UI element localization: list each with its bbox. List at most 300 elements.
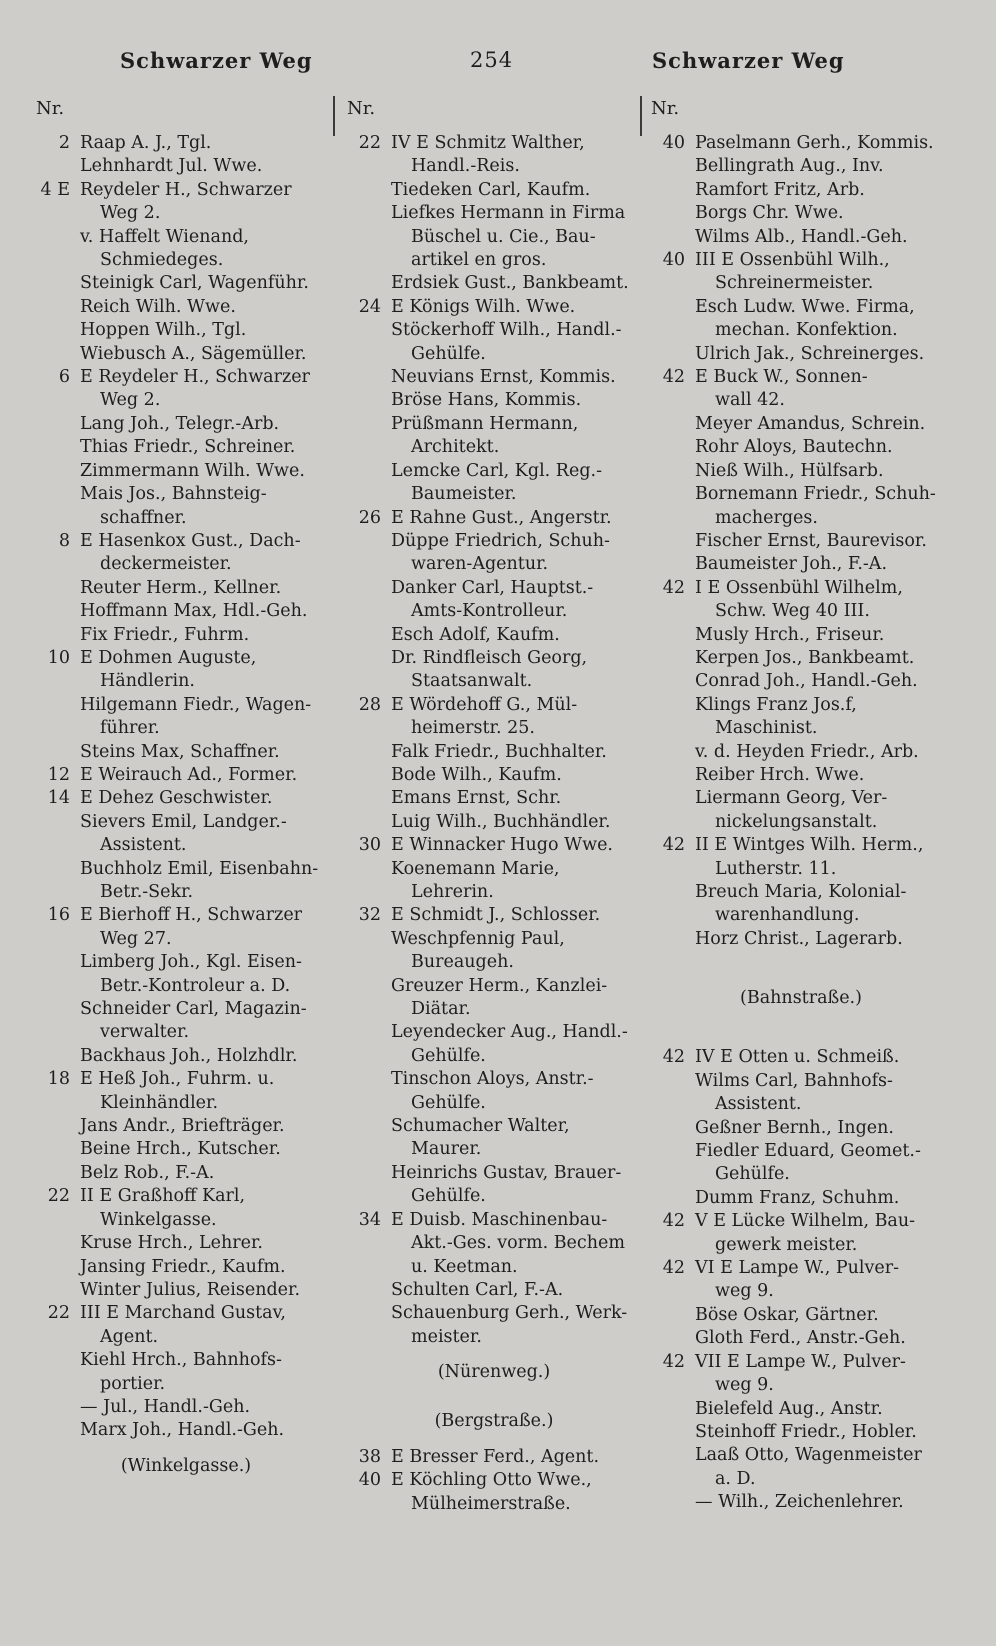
directory-entry: [347, 319, 641, 366]
directory-entry: [651, 787, 951, 834]
entry-text: Breuch Maria, Kolonial-: [695, 882, 907, 902]
entry-text: Emans Ernst, Schr.: [391, 788, 562, 809]
entry-continuation: a. D.: [715, 1468, 756, 1489]
directory-entry: [36, 998, 336, 1045]
entry-text: — Wilh., Zeichenlehrer.: [695, 1492, 904, 1513]
directory-entry: [651, 1210, 951, 1257]
directory-entry: [347, 413, 641, 460]
entry-text: — Jul., Handl.-Geh.: [80, 1396, 251, 1417]
house-number: 16: [47, 905, 70, 926]
entry-text: II E Graßhoff Karl,: [80, 1186, 246, 1207]
directory-entry: [36, 483, 336, 530]
directory-entry: [36, 296, 336, 319]
directory-entry: [651, 577, 951, 624]
entry-continuation: Baumeister.: [411, 484, 517, 505]
entry-text: Conrad Joh., Handl.-Geh.: [695, 671, 918, 692]
directory-entry: [36, 1162, 336, 1185]
directory-entry: [347, 904, 641, 927]
entry-text: Limberg Joh., Kgl. Eisen-: [80, 952, 302, 973]
directory-entry: [651, 366, 951, 413]
entry-text: E Duisb. Maschinenbau-: [391, 1209, 608, 1230]
directory-entry: [347, 1162, 641, 1209]
directory-entry: [651, 413, 951, 436]
house-number: 42: [662, 367, 685, 388]
entry-continuation: Maurer.: [411, 1139, 482, 1160]
entry-text: Weschpfennig Paul,: [391, 928, 565, 949]
entry-text: Klings Franz Jos.f,: [695, 694, 857, 715]
running-header-left: Schwarzer Weg: [120, 48, 313, 73]
directory-entry: [36, 366, 336, 413]
entry-text: Böse Oskar, Gärtner.: [695, 1304, 879, 1325]
entry-text: E Dehez Geschwister.: [80, 788, 273, 809]
directory-entry: [651, 483, 951, 530]
nr-label: Nr.: [36, 98, 65, 119]
entry-continuation: Schreinermeister.: [715, 273, 874, 294]
entry-continuation: Amts-Kontrolleur.: [411, 601, 568, 622]
entry-text: Esch Ludw. Wwe. Firma,: [695, 296, 915, 317]
house-number: 24: [358, 296, 381, 317]
directory-entry: [36, 624, 336, 647]
house-number: 34: [358, 1209, 381, 1230]
entry-text: Erdsiek Gust., Bankbeamt.: [391, 273, 629, 294]
entry-continuation: Weg 27.: [100, 928, 172, 949]
directory-entry: [36, 1068, 336, 1115]
running-header-right: Schwarzer Weg: [652, 48, 845, 73]
column-1-entries: [36, 132, 336, 1491]
entry-text: Jansing Friedr., Kaufm.: [80, 1256, 286, 1277]
entry-continuation: Betr.-Sekr.: [100, 882, 194, 902]
directory-entry: [651, 624, 951, 647]
directory-entry: [36, 1396, 336, 1419]
directory-entry: [651, 928, 951, 951]
entry-continuation: deckermeister.: [100, 554, 232, 575]
entry-text: Jans Andr., Briefträger.: [80, 1116, 285, 1137]
directory-entry: [347, 975, 641, 1022]
entry-continuation: Händlerin.: [100, 671, 195, 692]
entry-continuation: macherges.: [715, 507, 818, 528]
entry-text: III E Marchand Gustav,: [80, 1303, 286, 1324]
entry-continuation: Akt.-Ges. vorm. Bechem: [411, 1233, 625, 1254]
directory-entry: [651, 343, 951, 366]
directory-entry: [36, 1302, 336, 1349]
directory-entry: [347, 1115, 641, 1162]
entry-continuation: Lehrerin.: [411, 882, 494, 902]
directory-entry: [347, 179, 641, 202]
house-number: 32: [358, 905, 381, 926]
directory-entry: [36, 1419, 336, 1442]
directory-entry: [36, 577, 336, 600]
entry-text: Thias Friedr., Schreiner.: [80, 437, 296, 458]
directory-entry: [36, 858, 336, 905]
entry-text: E Winnacker Hugo Wwe.: [391, 835, 613, 856]
house-number: 40: [662, 133, 685, 153]
entry-text: E Köchling Otto Wwe.,: [391, 1470, 592, 1491]
entry-text: Ulrich Jak., Schreinerges.: [695, 343, 925, 364]
street-heading: (Bergstraße.): [434, 1410, 554, 1431]
entry-text: Schumacher Walter,: [391, 1116, 570, 1137]
directory-entry: [651, 741, 951, 764]
entry-continuation: meister.: [411, 1326, 482, 1347]
entry-continuation: Weg 2.: [100, 390, 161, 411]
entry-text: Prüßmann Hermann,: [391, 413, 579, 434]
entry-continuation: Winkelgasse.: [100, 1209, 217, 1230]
entry-text: IV E Schmitz Walther,: [391, 133, 585, 153]
entry-text: E Heß Joh., Fuhrm. u.: [80, 1069, 275, 1090]
entry-text: Hilgemann Fiedr., Wagen-: [80, 694, 312, 715]
house-number: 18: [47, 1069, 70, 1090]
entry-text: Liefkes Hermann in Firma: [391, 203, 626, 224]
entry-text: Lemcke Carl, Kgl. Reg.-: [391, 460, 603, 481]
house-number: 2: [58, 133, 70, 153]
entry-text: I E Ossenbühl Wilhelm,: [695, 577, 903, 598]
house-number: 10: [47, 647, 70, 668]
directory-entry: [36, 951, 336, 998]
directory-entry: [347, 1469, 641, 1516]
entry-text: Ramfort Fritz, Arb.: [695, 179, 865, 200]
directory-entry: [347, 764, 641, 787]
directory-entry: [347, 1021, 641, 1068]
entry-text: Backhaus Joh., Holzhdlr.: [80, 1045, 298, 1066]
directory-entry: [36, 1045, 336, 1068]
entry-text: Esch Adolf, Kaufm.: [391, 624, 560, 645]
entry-continuation: Handl.-Reis.: [411, 156, 520, 177]
directory-entry: [651, 647, 951, 670]
entry-text: E Bierhoff H., Schwarzer: [80, 905, 303, 926]
directory-entry: [36, 436, 336, 459]
directory-entry: [347, 858, 641, 905]
entry-continuation: Schmiedeges.: [100, 250, 224, 271]
entry-text: Falk Friedr., Buchhalter.: [391, 741, 607, 762]
directory-entry: [651, 1421, 951, 1444]
entry-text: Stöckerhoff Wilh., Handl.-: [391, 320, 622, 341]
entry-text: E Schmidt J., Schlosser.: [391, 905, 601, 926]
directory-entry: [347, 366, 641, 389]
entry-text: Bellingrath Aug., Inv.: [695, 156, 884, 177]
entry-text: Reiber Hrch. Wwe.: [695, 764, 865, 785]
entry-continuation: wall 42.: [715, 390, 785, 411]
house-number: 42: [662, 1211, 685, 1232]
entry-text: E Hasenkox Gust., Dach-: [80, 530, 301, 551]
entry-text: Wilms Carl, Bahnhofs-: [695, 1070, 893, 1091]
column-3-entries: [651, 132, 951, 1515]
entry-continuation: warenhandlung.: [715, 905, 860, 926]
entry-continuation: heimerstr. 25.: [411, 718, 535, 739]
entry-continuation: gewerk meister.: [715, 1234, 858, 1255]
directory-entry: [651, 1257, 951, 1304]
directory-entry: [651, 1327, 951, 1350]
entry-text: V E Lücke Wilhelm, Bau-: [695, 1211, 916, 1232]
entry-text: E Königs Wilh. Wwe.: [391, 296, 576, 317]
directory-entry: [651, 226, 951, 249]
entry-text: Baumeister Joh., F.-A.: [695, 554, 888, 575]
entry-continuation: Diätar.: [411, 999, 471, 1020]
house-number: 26: [358, 507, 381, 528]
entry-text: Kiehl Hrch., Bahnhofs-: [80, 1350, 282, 1371]
house-number: 42: [662, 1351, 685, 1372]
entry-text: Lehnhardt Jul. Wwe.: [80, 156, 263, 177]
entry-text: Schauenburg Gerh., Werk-: [391, 1303, 628, 1324]
entry-text: E Buck W., Sonnen-: [695, 367, 868, 388]
entry-text: Beine Hrch., Kutscher.: [80, 1139, 281, 1160]
nr-label: Nr.: [651, 98, 680, 119]
directory-entry: [36, 226, 336, 273]
entry-text: Düppe Friedrich, Schuh-: [391, 530, 610, 551]
directory-entry: [651, 460, 951, 483]
directory-entry: [651, 834, 951, 881]
directory-entry: [651, 1304, 951, 1327]
directory-entry: [651, 249, 951, 296]
entry-text: E Dohmen Auguste,: [80, 647, 257, 668]
directory-entry: [36, 132, 336, 155]
directory-entry: [651, 179, 951, 202]
entry-text: III E Ossenbühl Wilh.,: [695, 250, 890, 271]
directory-entry: [651, 1117, 951, 1140]
directory-entry: [347, 507, 641, 530]
entry-text: Schneider Carl, Magazin-: [80, 999, 307, 1020]
directory-entry: [347, 1446, 641, 1469]
directory-entry: [651, 881, 951, 928]
directory-entry: [36, 179, 336, 226]
directory-entry: [651, 1070, 951, 1117]
entry-text: Steinigk Carl, Wagenführ.: [80, 273, 309, 294]
entry-text: Mais Jos., Bahnsteig-: [80, 484, 267, 505]
directory-entry: [36, 1279, 336, 1302]
directory-entry: [651, 553, 951, 576]
directory-entry: [347, 647, 641, 694]
house-number: 22: [47, 1303, 70, 1324]
entry-text: Fischer Ernst, Baurevisor.: [695, 530, 927, 551]
directory-entry: [347, 694, 641, 741]
entry-text: Kruse Hrch., Lehrer.: [80, 1233, 263, 1254]
entry-text: Marx Joh., Handl.-Geh.: [80, 1420, 285, 1441]
entry-continuation: Maschinist.: [715, 718, 818, 739]
entry-text: Nieß Wilh., Hülfsarb.: [695, 460, 884, 481]
directory-entry: [651, 1187, 951, 1210]
entry-continuation: Büschel u. Cie., Bau-: [411, 226, 596, 247]
entry-text: Liermann Georg, Ver-: [695, 788, 888, 809]
entry-continuation: Bureaugeh.: [411, 952, 514, 973]
entry-text: Hoppen Wilh., Tgl.: [80, 320, 247, 341]
entry-text: Winter Julius, Reisender.: [80, 1279, 301, 1300]
directory-entry: [36, 904, 336, 951]
entry-continuation: Gehülfe.: [411, 1186, 486, 1207]
entry-text: Borgs Chr. Wwe.: [695, 203, 844, 224]
entry-text: Leyendecker Aug., Handl.-: [391, 1022, 628, 1043]
entry-text: E Wördehoff G., Mül-: [391, 694, 578, 715]
directory-entry: [347, 1279, 641, 1302]
entry-text: Koenemann Marie,: [391, 858, 560, 879]
house-number: 42: [662, 1258, 685, 1279]
directory-entry: [36, 460, 336, 483]
entry-continuation: führer.: [100, 718, 160, 739]
directory-entry: [347, 460, 641, 507]
directory-entry: [347, 132, 641, 179]
entry-text: v. Haffelt Wienand,: [80, 226, 249, 247]
house-number: 28: [358, 694, 381, 715]
entry-continuation: Gehülfe.: [715, 1164, 790, 1185]
directory-entry: [347, 296, 641, 319]
entry-continuation: Assistent.: [100, 835, 187, 856]
entry-continuation: weg 9.: [715, 1375, 774, 1396]
directory-entry: [347, 928, 641, 975]
entry-text: Fix Friedr., Fuhrm.: [80, 624, 250, 645]
directory-entry: [347, 787, 641, 810]
entry-continuation: Mülheimerstraße.: [411, 1493, 571, 1514]
house-number: 6: [58, 367, 70, 388]
entry-text: IV E Otten u. Schmeiß.: [695, 1047, 900, 1068]
house-number: 22: [47, 1186, 70, 1207]
directory-entry: [651, 1351, 951, 1398]
directory-entry: [651, 764, 951, 787]
directory-entry: [347, 1302, 641, 1349]
entry-text: v. d. Heyden Friedr., Arb.: [695, 741, 919, 762]
house-number: 40: [662, 250, 685, 271]
directory-entry: [651, 670, 951, 693]
house-number: 12: [47, 764, 70, 785]
directory-entry: [347, 202, 641, 272]
directory-entry: [651, 132, 951, 155]
directory-entry: [347, 577, 641, 624]
directory-entry: [36, 413, 336, 436]
entry-text: Heinrichs Gustav, Brauer-: [391, 1162, 622, 1183]
directory-entry: [36, 343, 336, 366]
directory-entry: [36, 1349, 336, 1396]
entry-text: Steinhoff Friedr., Hobler.: [695, 1421, 917, 1442]
entry-text: Laaß Otto, Wagenmeister: [695, 1445, 922, 1466]
entry-continuation: mechan. Konfektion.: [715, 320, 898, 341]
entry-text: Belz Rob., F.-A.: [80, 1162, 215, 1183]
directory-entry: [36, 530, 336, 577]
entry-text: Buchholz Emil, Eisenbahn-: [80, 858, 319, 879]
entry-text: Zimmermann Wilh. Wwe.: [80, 460, 305, 481]
house-number: 40: [358, 1470, 381, 1491]
house-number: 42: [662, 835, 685, 856]
entry-text: VI E Lampe W., Pulver-: [695, 1258, 900, 1279]
street-heading: (Winkelgasse.): [120, 1455, 252, 1476]
entry-text: II E Wintges Wilh. Herm.,: [695, 835, 924, 856]
entry-continuation: Gehülfe.: [411, 1092, 486, 1113]
directory-entry: [36, 787, 336, 810]
entry-text: Bornemann Friedr., Schuh-: [695, 484, 936, 505]
directory-entry: [347, 741, 641, 764]
directory-entry: [36, 741, 336, 764]
entry-text: Reuter Herm., Kellner.: [80, 577, 282, 598]
entry-text: E Rahne Gust., Angerstr.: [391, 507, 612, 528]
directory-entry: [651, 202, 951, 225]
entry-text: Dumm Franz, Schuhm.: [695, 1187, 900, 1208]
entry-text: Sievers Emil, Landger.-: [80, 811, 287, 832]
directory-entry: [651, 296, 951, 343]
entry-text: VII E Lampe W., Pulver-: [695, 1351, 906, 1372]
entry-text: Horz Christ., Lagerarb.: [695, 928, 903, 949]
column-1: [36, 92, 336, 1491]
entry-text: Reydeler H., Schwarzer: [80, 179, 292, 200]
entry-text: Wilms Alb., Handl.-Geh.: [695, 226, 908, 247]
house-number: 8: [58, 530, 70, 551]
entry-text: Tinschon Aloys, Anstr.-: [391, 1069, 594, 1090]
entry-text: Steins Max, Schaffner.: [80, 741, 280, 762]
entry-continuation: Gehülfe.: [411, 1045, 486, 1066]
directory-entry: [347, 834, 641, 857]
column-2-entries: [347, 132, 641, 1516]
directory-entry: [36, 647, 336, 694]
entry-text: Bode Wilh., Kaufm.: [391, 764, 562, 785]
directory-entry: [36, 272, 336, 295]
page-number: 254: [470, 48, 514, 72]
entry-text: E Bresser Ferd., Agent.: [391, 1446, 600, 1467]
entry-text: Paselmann Gerh., Kommis.: [695, 133, 934, 153]
entry-text: Rohr Aloys, Bautechn.: [695, 437, 893, 458]
directory-entry: [347, 811, 641, 834]
entry-text: Gloth Ferd., Anstr.-Geh.: [695, 1328, 906, 1349]
entry-text: Greuzer Herm., Kanzlei-: [391, 975, 608, 996]
house-number: 30: [358, 835, 381, 856]
directory-entry: [36, 1232, 336, 1255]
directory-entry: [651, 1398, 951, 1421]
house-number: 38: [358, 1446, 381, 1467]
directory-entry: [347, 530, 641, 577]
entry-text: Reich Wilh. Wwe.: [80, 296, 236, 317]
column-3: [651, 92, 951, 1515]
directory-entry: [651, 1444, 951, 1491]
directory-entry: [36, 1115, 336, 1138]
entry-continuation: Weg 2.: [100, 203, 161, 224]
directory-entry: [651, 530, 951, 553]
entry-continuation: artikel en gros.: [411, 250, 547, 271]
entry-continuation: Assistent.: [715, 1094, 802, 1115]
entry-text: Lang Joh., Telegr.-Arb.: [80, 413, 280, 434]
entry-text: Hoffmann Max, Hdl.-Geh.: [80, 601, 308, 622]
entry-text: Raap A. J., Tgl.: [80, 133, 212, 153]
column-2: [347, 92, 641, 1516]
entry-text: Wiebusch A., Sägemüller.: [80, 343, 307, 364]
directory-entry: [347, 624, 641, 647]
directory-entry: [651, 436, 951, 459]
directory-entry: [651, 1046, 951, 1069]
entry-text: Neuvians Ernst, Kommis.: [391, 367, 616, 388]
entry-continuation: Lutherstr. 11.: [715, 858, 837, 879]
entry-continuation: Agent.: [100, 1326, 159, 1347]
house-number: 4 E: [40, 179, 70, 200]
directory-entry: [36, 694, 336, 741]
entry-continuation: Staatsanwalt.: [411, 671, 533, 692]
spacer: [651, 951, 951, 974]
nr-label: Nr.: [347, 98, 376, 119]
house-number: 42: [662, 577, 685, 598]
directory-entry: [36, 1185, 336, 1232]
entry-text: Musly Hrch., Friseur.: [695, 624, 885, 645]
entry-continuation: u. Keetman.: [411, 1256, 518, 1277]
entry-continuation: Betr.-Kontroleur a. D.: [100, 975, 291, 996]
street-heading: (Nürenweg.): [437, 1362, 551, 1383]
directory-entry: [347, 272, 641, 295]
directory-entry: [651, 694, 951, 741]
directory-entry: [651, 155, 951, 178]
entry-continuation: Kleinhändler.: [100, 1092, 219, 1113]
entry-text: Dr. Rindfleisch Georg,: [391, 647, 588, 668]
directory-entry: [651, 1140, 951, 1187]
directory-entry: [347, 1209, 641, 1279]
directory-entry: [347, 1068, 641, 1115]
house-number: 42: [662, 1047, 685, 1068]
entry-text: Bielefeld Aug., Anstr.: [695, 1398, 883, 1419]
directory-entry: [36, 811, 336, 858]
entry-continuation: Architekt.: [411, 437, 500, 458]
entry-continuation: Schw. Weg 40 III.: [715, 601, 870, 622]
house-number: 14: [47, 788, 70, 809]
directory-entry: [36, 1256, 336, 1279]
spacer: [651, 1023, 951, 1046]
